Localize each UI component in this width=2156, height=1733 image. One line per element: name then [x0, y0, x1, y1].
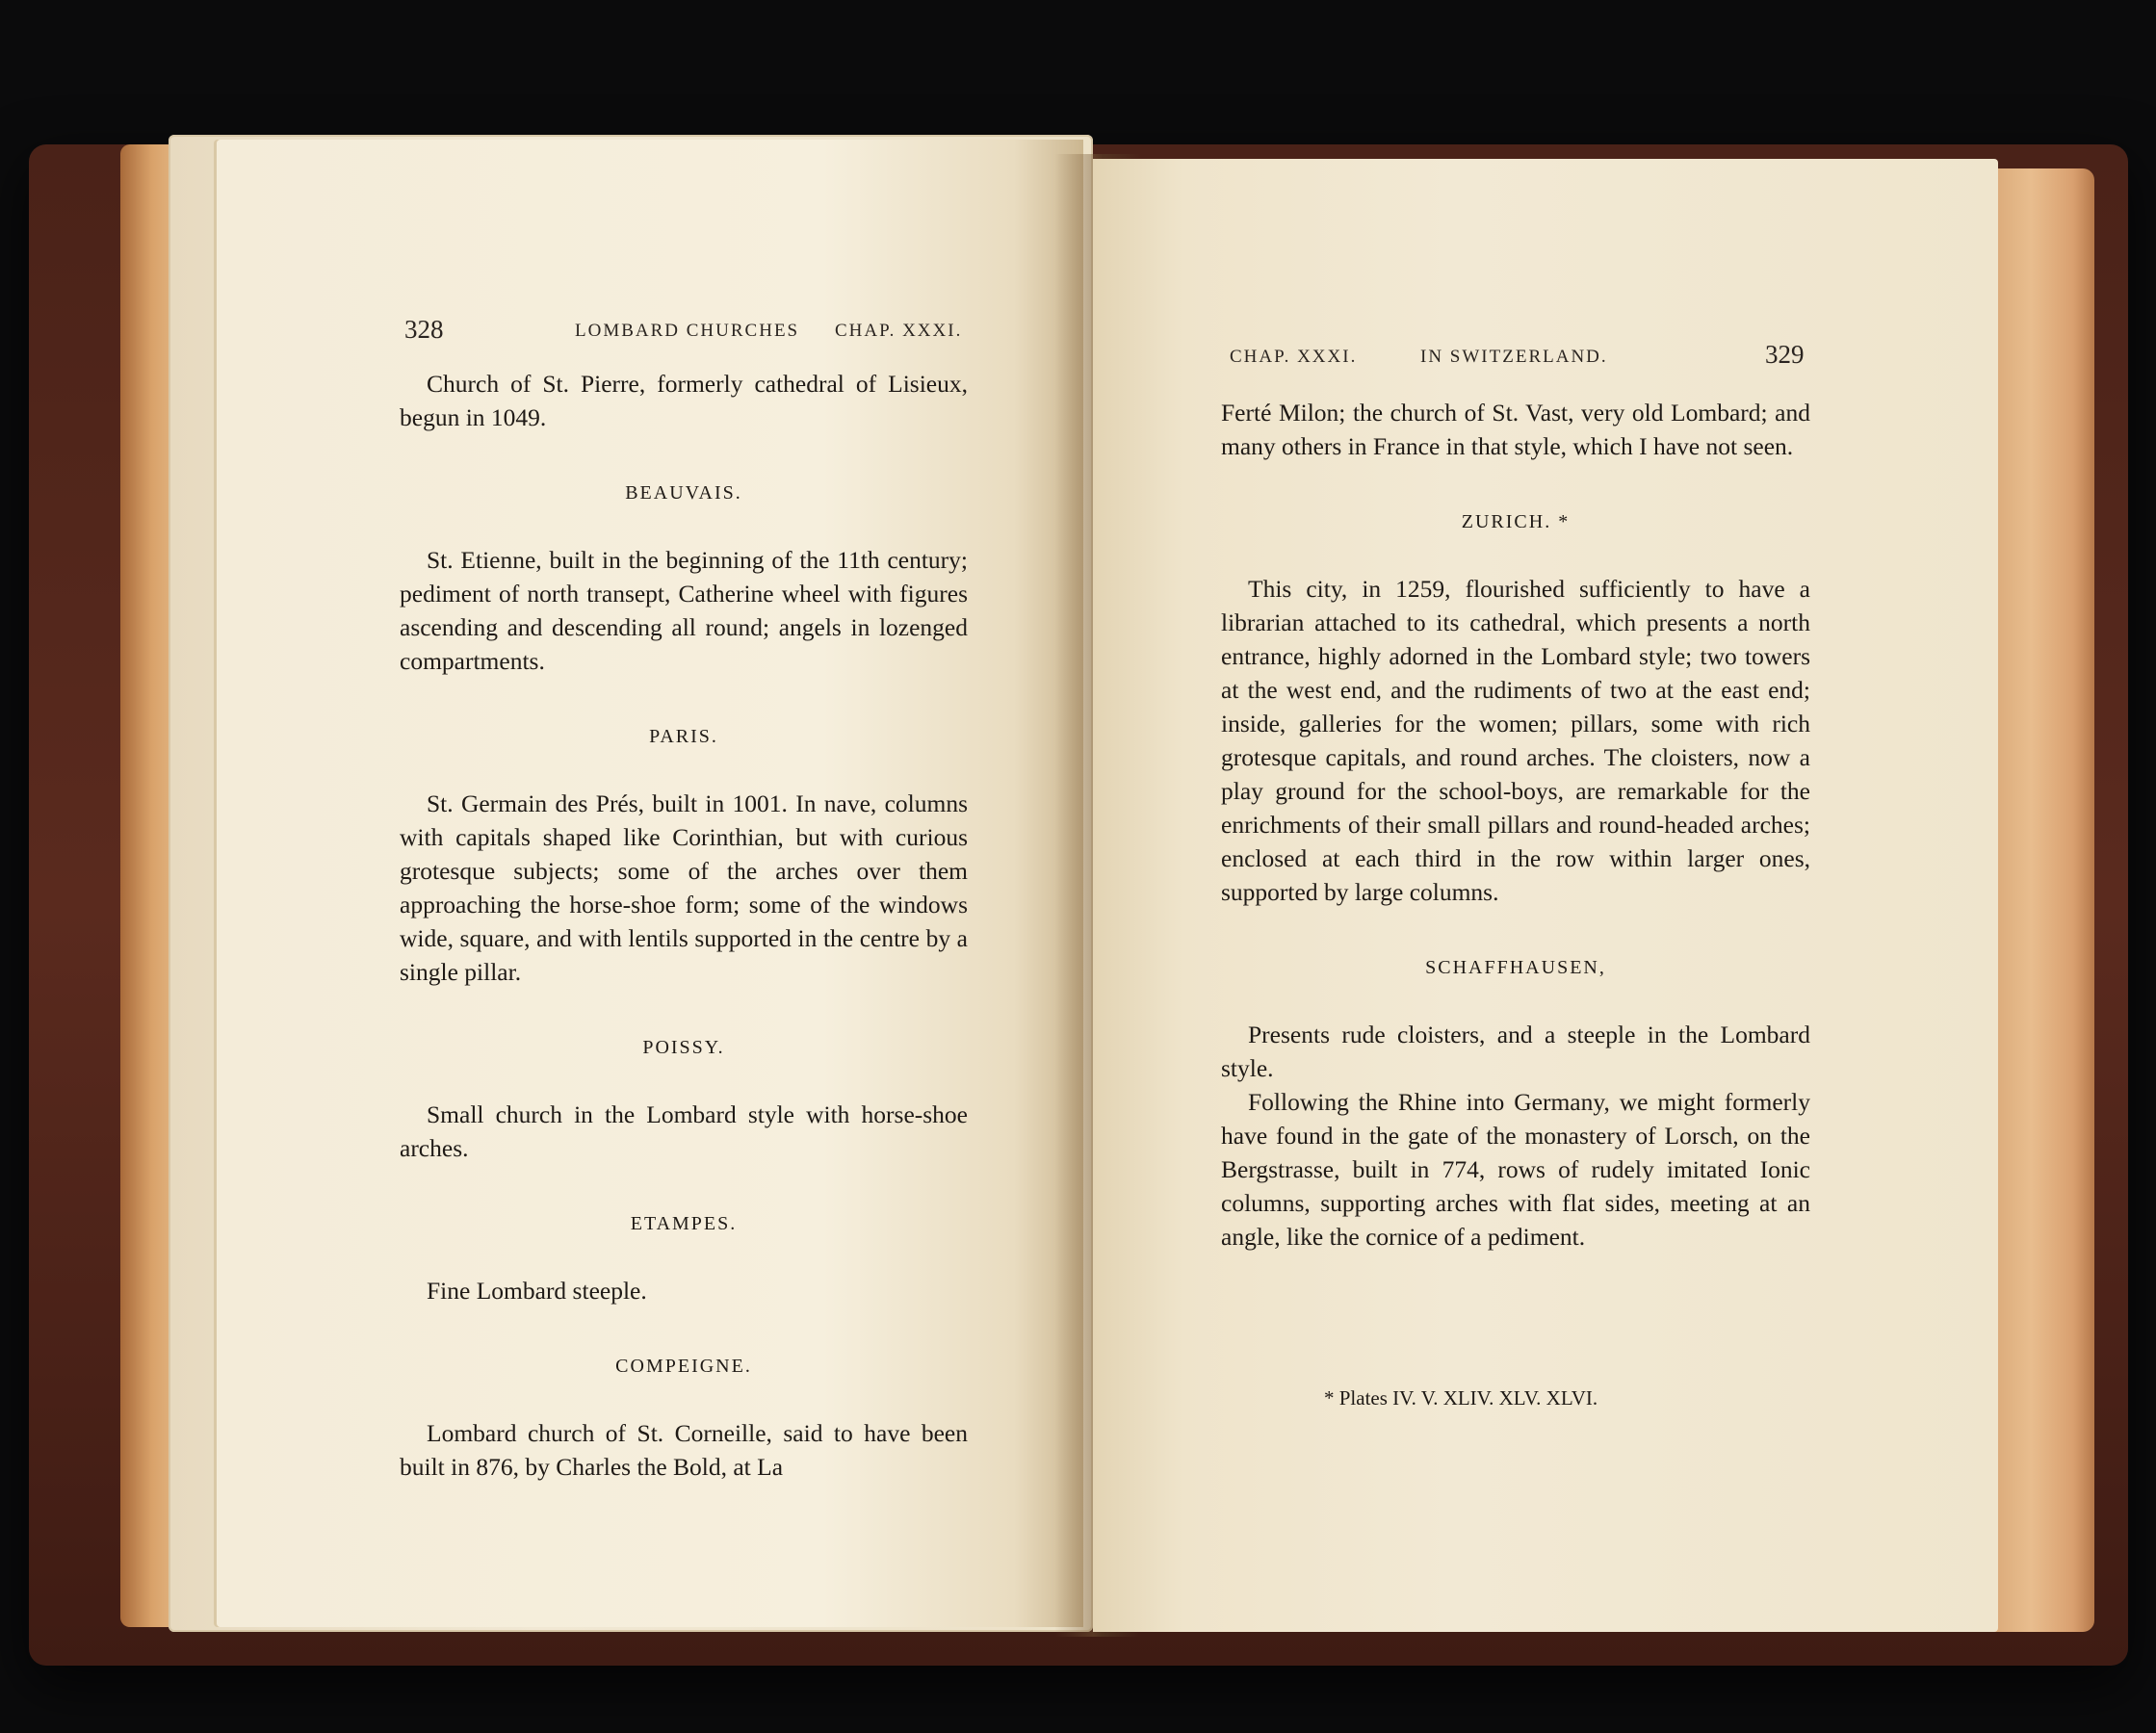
right-paragraph: Following the Rhine into Germany, we might formerly have found in the gate of the monastery of Lorsch, on the Bergstrasse, built in 774, rows of rudely imitated Ionic columns, supporting arches with flat sides, meeting at an angle, like the cornice of a pediment.: [1221, 1088, 1810, 1251]
left-page-text: [400, 367, 968, 1484]
left-running-head: LOMBARD CHURCHES: [575, 321, 800, 341]
footnote: * Plates IV. V. XLIV. XLV. XLVI.: [1324, 1386, 1598, 1410]
left-paragraph: St. Germain des Prés, built in 1001. In nave, columns with capitals shaped like Corinthian, but with curious grotesque subjects; some of the arches over them approaching the horse-shoe form; some of the windows wide, square, and with lentils supported in the centre by a single pillar.: [400, 789, 968, 986]
right-running-head: IN SWITZERLAND.: [1420, 347, 1608, 367]
left-paragraph: St. Etienne, built in the beginning of the 11th century; pediment of north transept, Catherine wheel with figures ascending and descending all round; angels in lozenged compartments.: [400, 546, 968, 675]
right-paragraph: Presents rude cloisters, and a steeple in the Lombard style.: [1221, 1021, 1810, 1082]
left-paragraph: Small church in the Lombard style with horse-shoe arches.: [400, 1100, 968, 1162]
right-fore-edge: [1988, 168, 2094, 1632]
right-paragraph: This city, in 1259, flourished sufficiently to have a librarian attached to its cathedral, which presents a north entrance, highly adorned in the Lombard style; two towers at the west end, and the rudiments of two at the east end; inside, galleries for the women; pillars, some with rich grotesque capitals, and round arches. The cloisters, now a play ground for the school-boys, are remarkable for the enrichments of their small pillars and round-headed arches; enclosed at each third in the row within larger ones, supported by large columns.: [1221, 575, 1810, 906]
right-paragraph: Ferté Milon; the church of St. Vast, very old Lombard; and many others in France in that style, which I have not seen.: [1221, 399, 1810, 460]
left-section-heading: PARIS.: [649, 726, 718, 747]
left-page: [217, 140, 1083, 1627]
left-section-heading: ETAMPES.: [630, 1213, 738, 1234]
left-section-heading: COMPEIGNE.: [615, 1356, 752, 1377]
right-page-number: 329: [1765, 340, 1805, 369]
left-chapter-label: CHAP. XXXI.: [835, 321, 963, 341]
left-paragraph: Fine Lombard steeple.: [427, 1277, 647, 1305]
right-page: [1093, 159, 1998, 1632]
left-paragraph: Lombard church of St. Corneille, said to have been built in 876, by Charles the Bold, at La: [400, 1419, 968, 1481]
right-section-heading: ZURICH. *: [1461, 511, 1571, 532]
left-section-heading: POISSY.: [642, 1037, 725, 1058]
left-page-number: 328: [404, 315, 444, 344]
left-paragraph: Church of St. Pierre, formerly cathedral of Lisieux, begun in 1049.: [400, 370, 968, 431]
left-section-heading: BEAUVAIS.: [625, 482, 742, 504]
right-section-heading: SCHAFFHAUSEN,: [1425, 957, 1606, 978]
right-chapter-label: CHAP. XXXI.: [1230, 347, 1358, 367]
right-page-text: [1221, 396, 1810, 1254]
